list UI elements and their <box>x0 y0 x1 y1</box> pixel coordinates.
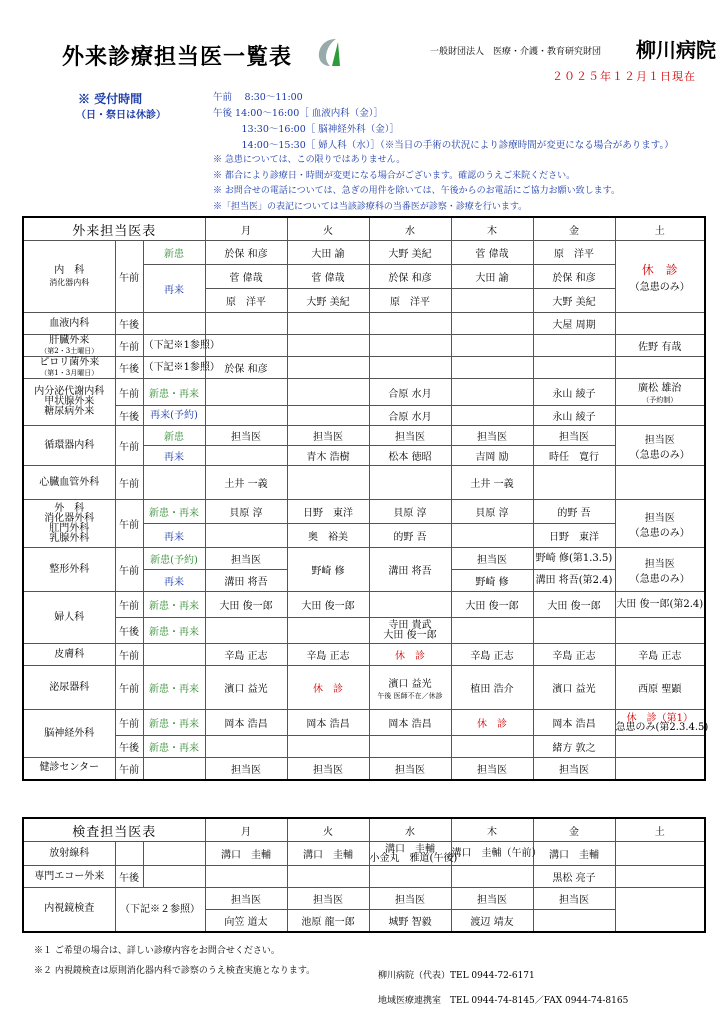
exam-table <box>22 817 706 933</box>
doctor-cell: 池原 龍一郎 <box>287 910 369 932</box>
doctor-cell: 溝田 将吾 <box>205 570 287 592</box>
type-cell: 新患・再来 <box>143 379 205 406</box>
doctor-cell: 大野 美紀 <box>369 241 451 265</box>
doctor-cell: 担当医 <box>287 758 369 780</box>
doctor-cell: 溝田 将吾 <box>369 548 451 592</box>
time-cell: 午後 <box>115 866 143 888</box>
doctor-cell: 菅 偉哉 <box>287 265 369 289</box>
doctor-cell: 休 診（第1） 急患のみ(第2.3.4.5) <box>615 710 705 736</box>
table-row <box>23 406 705 426</box>
doctor-cell: 溝口 圭輔 <box>287 842 369 866</box>
table-row <box>23 466 705 500</box>
type-cell: 新患・再来 <box>143 500 205 524</box>
doctor-cell: 寺田 貴武 大田 俊一郎 <box>369 618 451 644</box>
doctor-cell: 濱口 益光 午後 医師不在／休診 <box>369 666 451 710</box>
dept-cell: 外 科 消化器外科 肛門外科 乳腺外科 <box>23 500 115 548</box>
doctor-cell: 担当医 <box>369 888 451 910</box>
doctor-cell: 植田 浩介 <box>451 666 533 710</box>
doctor-cell: 貝原 淳 <box>369 500 451 524</box>
doctor-cell: 吉岡 励 <box>451 446 533 466</box>
doctor-cell: 濱口 益光 <box>205 666 287 710</box>
doctor-cell: 於保 和彦 <box>533 265 615 289</box>
dept-cell: 内視鏡検査 <box>23 888 115 932</box>
doctor-cell: 休 診 （急患のみ） <box>615 241 705 313</box>
table-row <box>23 313 705 335</box>
type-cell: 新患・再来 <box>143 666 205 710</box>
time-cell: 午前 <box>115 758 143 780</box>
doctor-cell: 辛島 正志 <box>533 644 615 666</box>
reception-notes <box>213 153 620 215</box>
doctor-cell: 担当医 <box>451 888 533 910</box>
doctor-cell: 奥 裕美 <box>287 524 369 548</box>
doctor-cell: 大田 俊一郎 <box>205 592 287 618</box>
doctor-cell: 岡本 浩昌 <box>533 710 615 736</box>
table-row <box>23 618 705 644</box>
doctor-cell: 大野 美紀 <box>533 289 615 313</box>
time-cell: 午前 <box>115 335 143 357</box>
doctor-cell: 土井 一義 <box>205 466 287 500</box>
footnote-2: ※２ 内視鏡検査は原則消化器内科で診察のうえ検査実施となります。 <box>34 966 316 976</box>
doctor-cell: 野崎 修 <box>451 570 533 592</box>
table-row <box>23 426 705 446</box>
type-cell: 再来 <box>143 446 205 466</box>
doctor-cell: 担当医 <box>369 426 451 446</box>
table-row <box>23 666 705 710</box>
doctor-cell: 城野 智毅 <box>369 910 451 932</box>
doctor-cell: 日野 東洋 <box>533 524 615 548</box>
time-cell: 午後 <box>115 736 143 758</box>
table-row <box>23 888 705 910</box>
table-row <box>23 842 705 866</box>
doctor-cell: 渡辺 靖友 <box>451 910 533 932</box>
note-cell: （下記※1参照） <box>143 357 205 379</box>
doctor-cell: 担当医 <box>369 758 451 780</box>
time-cell: 午前 <box>115 426 143 466</box>
time-cell: 午後 <box>115 313 143 335</box>
day-header: 土 <box>615 818 705 842</box>
hours-line: 午後 14:00～16:00［ 血液内科（金）］ <box>213 108 384 119</box>
doctor-cell: 大田 俊一郎 <box>533 592 615 618</box>
doctor-cell: 大田 俊一郎 <box>287 592 369 618</box>
doctor-cell: 担当医 <box>451 758 533 780</box>
doctor-cell <box>451 289 533 313</box>
doctor-cell: 大田 諭 <box>287 241 369 265</box>
table-row <box>23 335 705 357</box>
page-title: 外来診療担当医一覧表 <box>62 44 293 70</box>
note-line: ※ 急患については、この限りではありません。 <box>213 155 406 165</box>
doctor-cell: 青木 浩樹 <box>287 446 369 466</box>
time-cell: 午前 <box>115 592 143 618</box>
doctor-cell: 向笠 道太 <box>205 910 287 932</box>
doctor-cell: 貝原 淳 <box>451 500 533 524</box>
doctor-cell: 於保 和彦 <box>205 357 287 379</box>
doctor-cell: 濱口 益光 <box>533 666 615 710</box>
table-row <box>23 736 705 758</box>
doctor-cell: 担当医 （急患のみ） <box>615 548 705 592</box>
doctor-cell: 担当医 <box>287 888 369 910</box>
table-row <box>23 592 705 618</box>
dept-cell: 婦人科 <box>23 592 115 644</box>
dept-cell: 専門エコー外来 <box>23 866 115 888</box>
doctor-cell: 担当医 <box>205 758 287 780</box>
doctor-cell: 廣松 雄治 （予約制） <box>615 379 705 406</box>
doctor-cell: 西原 聖顕 <box>615 666 705 710</box>
doctor-cell: 於保 和彦 <box>369 265 451 289</box>
reception-sub: （日・祭日は休診） <box>76 110 166 121</box>
doctor-cell: 岡本 浩昌 <box>369 710 451 736</box>
outpatient-table <box>22 216 709 781</box>
time-cell: 午前 <box>115 379 143 406</box>
day-header: 火 <box>287 818 369 842</box>
doctor-cell: 菅 偉哉 <box>205 265 287 289</box>
time-cell: 午前 <box>115 466 143 500</box>
effective-date: ２０２５年１２月１日現在 <box>552 70 696 83</box>
doctor-cell: 合原 水月 <box>369 406 451 426</box>
doctor-cell: 佐野 有哉 <box>615 335 705 357</box>
doctor-cell: 休 診 <box>287 666 369 710</box>
type-cell: 新患・再来 <box>143 710 205 736</box>
note-line: ※ お問合せの電話については、急ぎの用件を除いては、午後からのお電話にご協力お願い致します。 <box>213 186 620 196</box>
dept-cell: 内 科 消化器内科 <box>23 241 115 313</box>
doctor-cell: 溝口 圭輔 <box>205 842 287 866</box>
doctor-cell: 大田 俊一郎 <box>451 592 533 618</box>
day-header: 金 <box>533 217 615 241</box>
time-cell: 午前 <box>115 548 143 592</box>
type-cell: 再来 <box>143 570 205 592</box>
doctor-cell: 担当医 <box>205 426 287 446</box>
doctor-cell: 大田 諭 <box>451 265 533 289</box>
doctor-cell: 担当医 <box>533 426 615 446</box>
doctor-cell: 永山 綾子 <box>533 406 615 426</box>
doctor-cell: 黒松 亮子 <box>533 866 615 888</box>
org-name: 柳川病院 <box>636 38 716 62</box>
time-cell: 午後 <box>115 406 143 426</box>
dept-cell: 心臓血管外科 <box>23 466 115 500</box>
doctor-cell: 溝口 圭輔 <box>533 842 615 866</box>
time-cell: 午前 <box>115 500 143 548</box>
doctor-cell: 合原 水月 <box>369 379 451 406</box>
note-cell: （下記※２参照） <box>115 888 205 932</box>
doctor-cell: 辛島 正志 <box>205 644 287 666</box>
table-row <box>23 241 705 265</box>
doctor-cell: 大田 俊一郎(第2.4) <box>615 592 705 618</box>
doctor-cell: 溝口 圭輔 小金丸 雅道(午後) <box>369 843 458 864</box>
dept-cell: 肝臓外来 （第2・3土曜日） <box>23 335 115 357</box>
doctor-cell: 辛島 正志 <box>287 644 369 666</box>
type-cell: 新患 <box>143 426 205 446</box>
table-row <box>23 710 705 736</box>
type-cell: 再来(予約) <box>143 406 205 426</box>
day-header: 火 <box>287 217 369 241</box>
day-header: 木 <box>451 818 533 842</box>
doctor-cell: 日野 東洋 <box>287 500 369 524</box>
doctor-cell: 松本 徳昭 <box>369 446 451 466</box>
hours-line: 13:30～16:00［ 脳神経外科（金）］ <box>213 124 400 135</box>
table-header-row <box>23 217 705 241</box>
note-line: ※ 都合により診療日・時間が変更になる場合がございます。確認のうえご来院ください。 <box>213 170 576 181</box>
doctor-cell: 溝口 圭輔（午前） <box>451 842 533 866</box>
dept-cell: 脳神経外科 <box>23 710 115 758</box>
doctor-cell: 辛島 正志 <box>615 644 705 666</box>
phone-liaison: 地域医療連携室 TEL 0944-74-8145／FAX 0944-74-8165 <box>378 996 629 1006</box>
doctor-cell <box>205 446 287 466</box>
type-cell: 新患・再来 <box>143 618 205 644</box>
hospital-logo <box>316 36 342 68</box>
day-header: 月 <box>205 818 287 842</box>
day-header: 金 <box>533 818 615 842</box>
doctor-cell: 休 診 <box>451 710 533 736</box>
doctor-cell: 溝田 将吾(第2.4) <box>533 570 615 592</box>
time-cell: 午前 <box>115 666 143 710</box>
table-row <box>23 548 705 570</box>
dept-cell: 血液内科 <box>23 313 115 335</box>
doctor-cell: 担当医 <box>205 888 287 910</box>
dept-cell: 泌尿器科 <box>23 666 115 710</box>
table-title: 外来担当医表 <box>23 217 205 241</box>
doctor-cell: 野崎 修 <box>287 548 369 592</box>
doctor-cell: 的野 吾 <box>533 500 615 524</box>
doctor-cell: 緒方 敦之 <box>533 736 615 758</box>
reception-hours <box>213 90 674 154</box>
doctor-cell: 担当医 <box>451 548 533 570</box>
day-header: 月 <box>205 217 287 241</box>
doctor-cell: 休 診 <box>369 644 451 666</box>
doctor-cell: 菅 偉哉 <box>451 241 533 265</box>
dept-cell: 皮膚科 <box>23 644 115 666</box>
type-cell: 新患・再来 <box>143 592 205 618</box>
doctor-cell: 原 洋平 <box>533 241 615 265</box>
doctor-cell: 的野 吾 <box>369 524 451 548</box>
type-cell: 再来 <box>143 524 205 548</box>
doctor-cell: 担当医 <box>533 758 615 780</box>
doctor-cell: 大野 美紀 <box>287 289 369 313</box>
doctor-cell: 貝原 淳 <box>205 500 287 524</box>
doctor-cell: 岡本 浩昌 <box>287 710 369 736</box>
time-cell: 午前 <box>115 710 143 736</box>
dept-cell: 健診センター <box>23 758 115 780</box>
doctor-cell: 野崎 修(第1.3.5) <box>533 548 615 570</box>
table-title: 検査担当医表 <box>23 818 205 842</box>
day-header: 水 <box>369 217 451 241</box>
doctor-cell: 岡本 浩昌 <box>205 710 287 736</box>
table-row <box>23 357 705 379</box>
footnote-1: ※１ ご希望の場合は、詳しい診療内容をお問合せください。 <box>34 946 280 956</box>
doctor-cell: 土井 一義 <box>451 466 533 500</box>
doctor-cell: 原 洋平 <box>369 289 451 313</box>
table-row <box>23 500 705 524</box>
doctor-cell: 担当医 （急患のみ） <box>615 500 705 548</box>
hours-line: 14:00～15:30［ 婦人科（水）］（※当日の手術の状況により診療時間が変更になる場合があります。） <box>213 140 674 151</box>
time-cell: 午前 <box>115 241 143 313</box>
type-cell: 新患・再来 <box>143 736 205 758</box>
dept-cell: 整形外科 <box>23 548 115 592</box>
doctor-cell: 担当医 <box>533 888 615 910</box>
hours-line: 午前 8:30～11:00 <box>213 92 303 103</box>
dept-cell: 放射線科 <box>23 842 115 866</box>
doctor-cell: 担当医 <box>451 426 533 446</box>
phone-main: 柳川病院（代表）TEL 0944-72-6171 <box>378 971 535 981</box>
day-header: 水 <box>369 818 451 842</box>
type-cell: 新患 <box>143 241 205 265</box>
note-cell: （下記※1参照） <box>143 335 205 357</box>
table-row <box>23 379 705 406</box>
table-header-row <box>23 818 705 842</box>
dept-cell: 内分泌代謝内科 甲状腺外来 糖尿病外来 <box>23 379 115 426</box>
doctor-cell: 於保 和彦 <box>205 241 287 265</box>
time-cell: 午後 <box>115 618 143 644</box>
table-row <box>23 644 705 666</box>
doctor-cell: 辛島 正志 <box>451 644 533 666</box>
doctor-cell: 時任 寛行 <box>533 446 615 466</box>
doctor-cell: 担当医 <box>287 426 369 446</box>
reception-label: ※ 受付時間 <box>78 92 143 106</box>
doctor-cell: 原 洋平 <box>205 289 287 313</box>
doctor-cell: 担当医 （急患のみ） <box>615 426 705 466</box>
doctor-cell: 永山 綾子 <box>533 379 615 406</box>
type-cell: 再来 <box>143 265 205 313</box>
note-line: ※「担当医」の表記については当該診療科の当番医が診察・診療を行います。 <box>213 201 528 212</box>
doctor-cell <box>451 524 533 548</box>
doctor-cell: 担当医 <box>205 548 287 570</box>
dept-cell: ピロリ菌外来 （第1・3月曜日） <box>23 357 115 379</box>
table-row <box>23 866 705 888</box>
time-cell: 午前 <box>115 644 143 666</box>
type-cell: 新患(予約) <box>143 548 205 570</box>
time-cell: 午後 <box>115 357 143 379</box>
table-row <box>23 758 705 780</box>
org-prefix: 一般財団法人 医療・介護・教育研究財団 <box>430 47 602 57</box>
doctor-cell: 大屋 周期 <box>533 313 615 335</box>
doctor-cell <box>205 524 287 548</box>
day-header: 土 <box>615 217 705 241</box>
day-header: 木 <box>451 217 533 241</box>
dept-cell: 循環器内科 <box>23 426 115 466</box>
